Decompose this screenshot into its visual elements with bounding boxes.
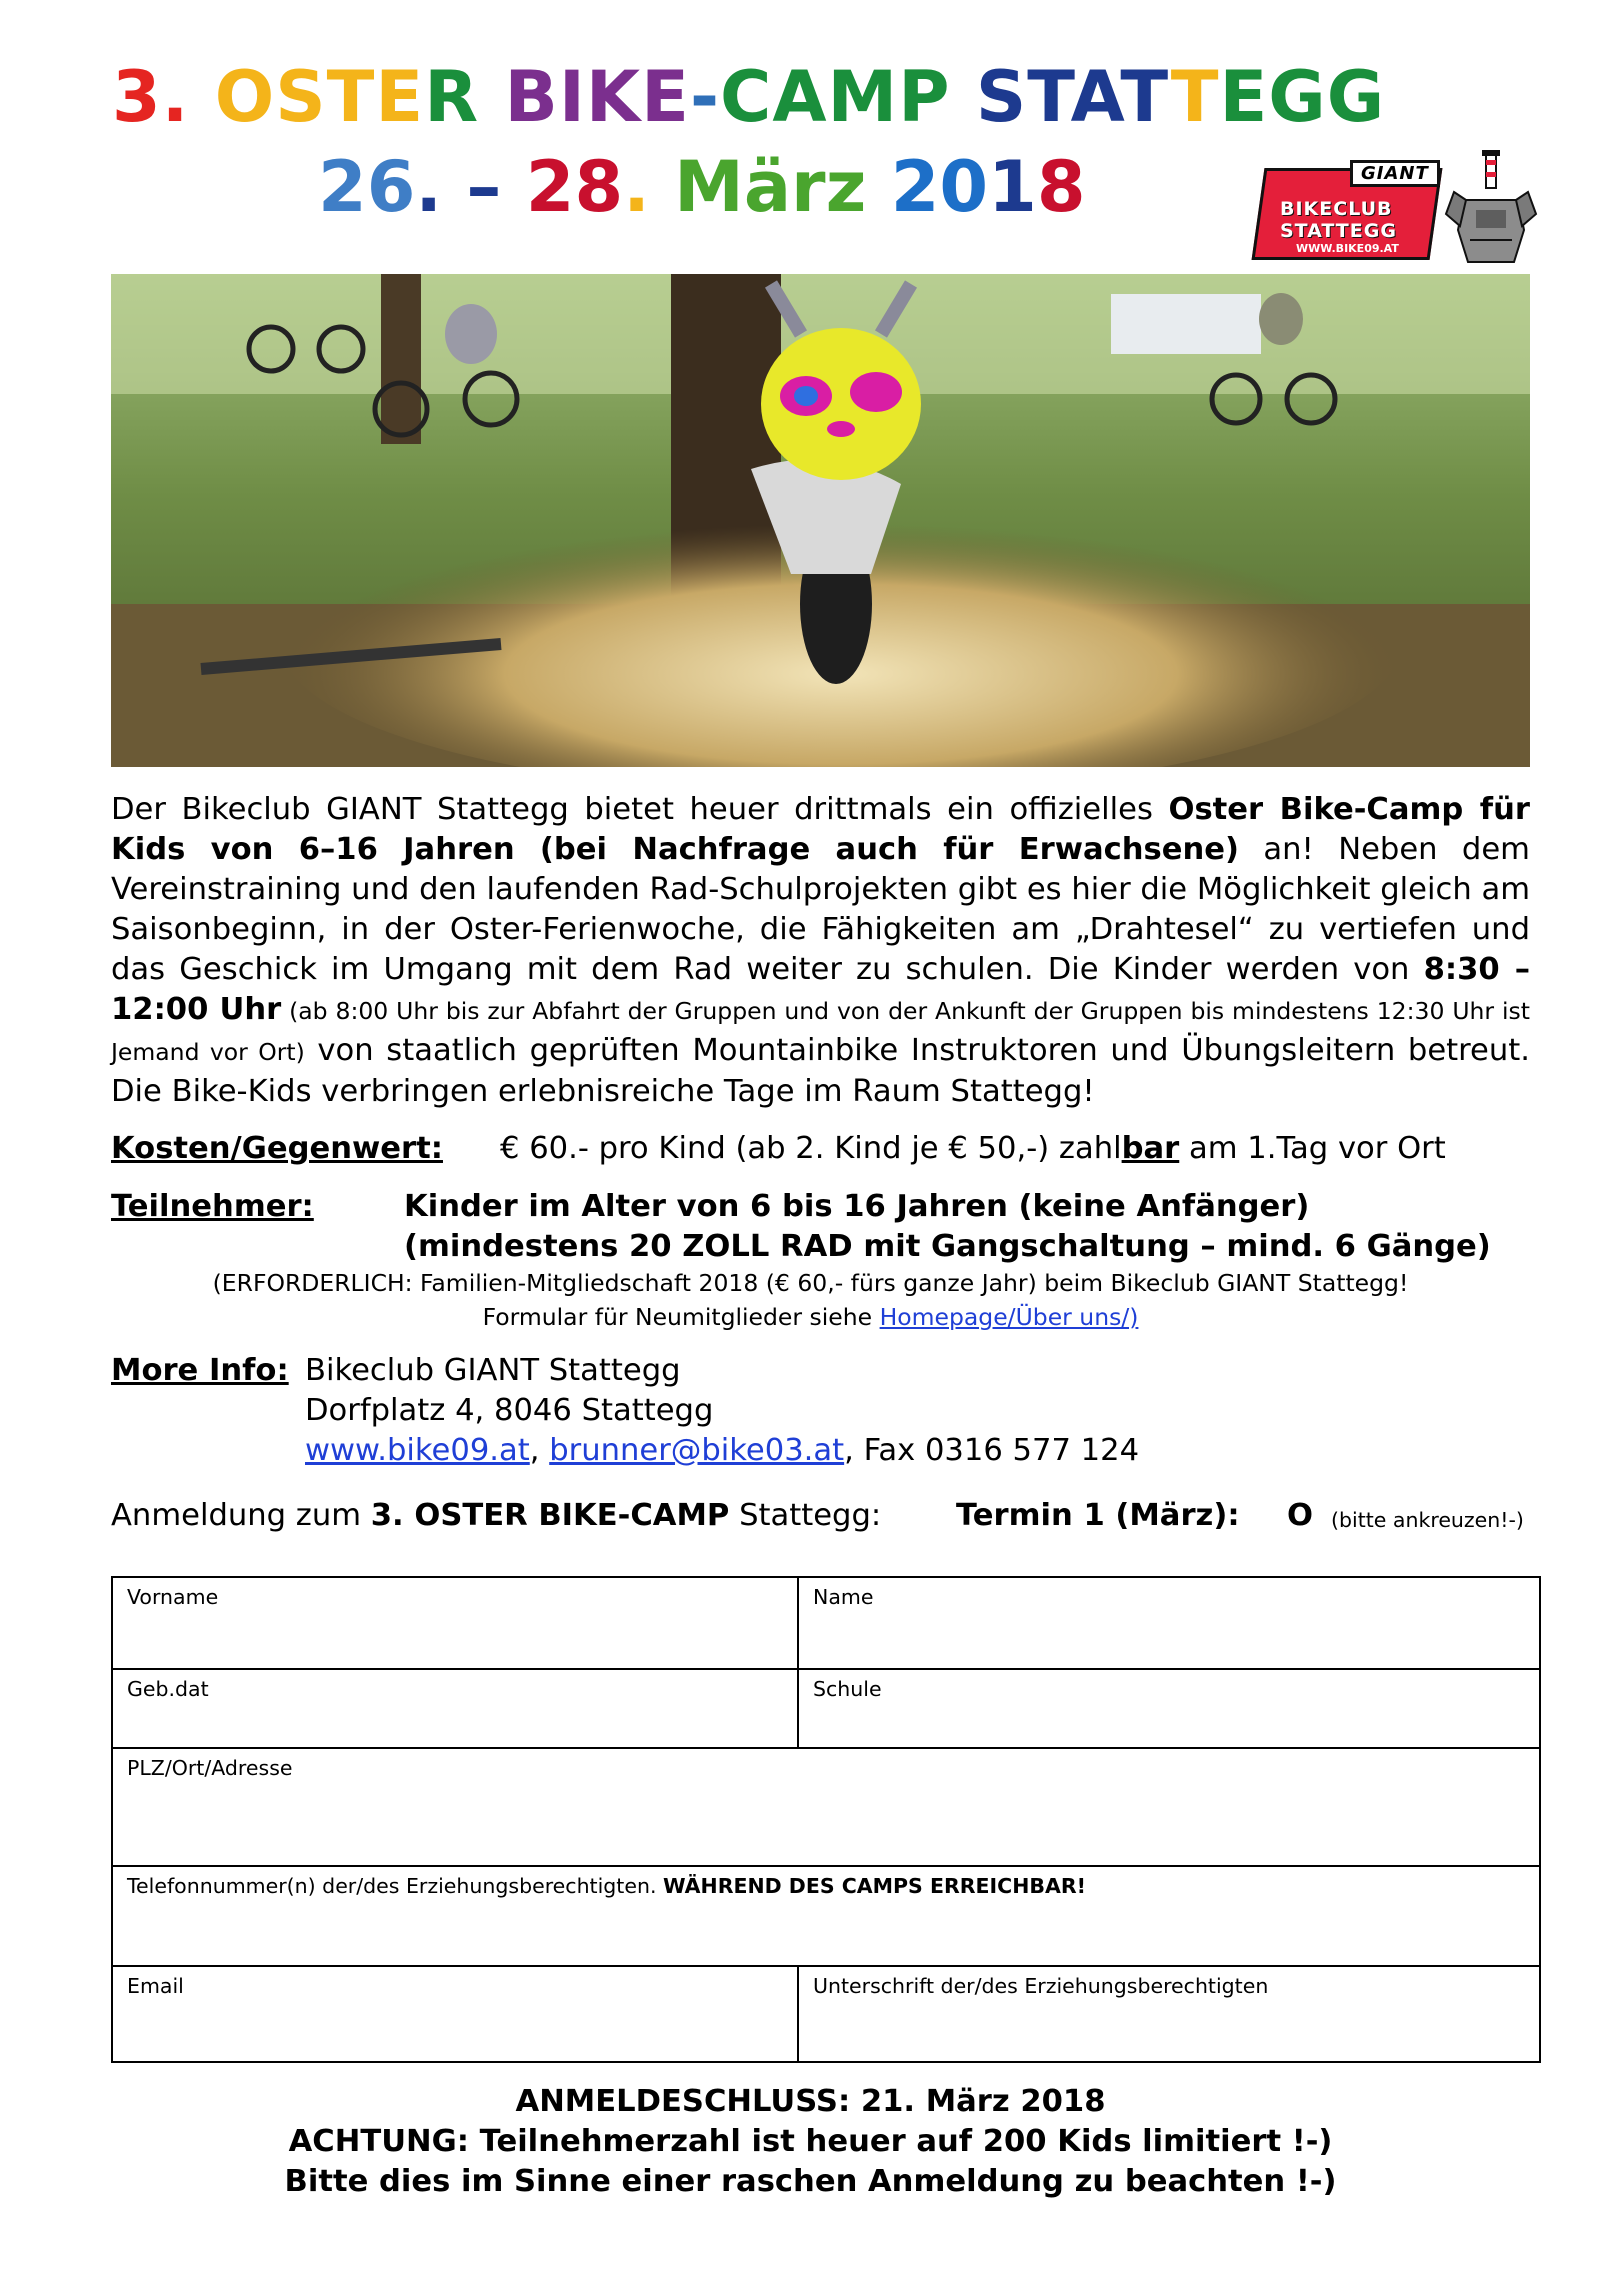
kosten-bar: bar [1121, 1131, 1180, 1166]
gebdat-label: Geb.dat [127, 1677, 209, 1701]
kosten-label: Kosten/Gegenwert: [111, 1131, 443, 1166]
info-club-name: Bikeclub GIANT Stattegg [305, 1353, 681, 1388]
deadline: ANMELDESCHLUSS: 21. März 2018 [515, 2084, 1106, 2119]
event-title [112, 56, 1386, 138]
date-part: 1 [988, 146, 1037, 228]
date-part: 26 [318, 146, 416, 228]
info-sep: , [529, 1433, 550, 1468]
registration-form [111, 1576, 1541, 2063]
homepage-link[interactable]: Homepage/Über uns/) [879, 1303, 1139, 1331]
date-part: . [623, 146, 675, 228]
kosten-row [111, 1130, 443, 1168]
info-address: Dorfplatz 4, 8046 Stattegg [305, 1393, 714, 1428]
teilnehmer-line2: (mindestens 20 ZOLL RAD mit Gangschaltung – mind. 6 Gänge) [404, 1229, 1491, 1264]
title-part: OSTE [214, 56, 425, 138]
telefon-required: WÄHREND DES CAMPS ERREICHBAR! [662, 1874, 1086, 1898]
intro-time: 8:30 – 12:00 Uhr [111, 952, 1530, 1027]
info-contact [305, 1432, 1139, 1470]
title-part: CAMP [720, 56, 976, 138]
mascot-figure-icon [1444, 150, 1538, 268]
title-part: STAT [975, 56, 1171, 138]
info-row [111, 1352, 289, 1390]
date-part: . – [415, 146, 526, 228]
email-label: Email [127, 1974, 184, 1998]
intro-text: von staatlich geprüften Mountainbike Instruktoren und Übungsleitern betreut. Die Bike-Kids verbringen erlebnisreiche Tage im Raum Stattegg! [111, 1033, 1530, 1109]
intro-highlight: Oster Bike-Camp für Kids von 6–16 Jahren (bei Nachfrage auch für Erwachsene) [111, 792, 1530, 867]
intro-text: an! Neben dem Vereinstraining und den laufenden Rad-Schulprojekten gibt es hier die Möglichkeit gleich am Saisonbeginn, in der Oster-Ferienwoche, die Fähigkeiten am „Drahtesel“ zu vertiefen und das Geschick im Umgang mit dem Rad weiter zu schulen. Die Kinder werden von [111, 832, 1530, 987]
termin-hint: (bitte ankreuzen!-) [1331, 1508, 1524, 1532]
kosten-text: am 1.Tag vor Ort [1179, 1131, 1446, 1166]
teilnehmer-row [111, 1188, 314, 1226]
kosten-value [500, 1130, 1446, 1168]
anmeldung-text: Anmeldung zum [111, 1498, 371, 1533]
logo-line2: STATTEGG [1280, 220, 1397, 242]
title-part: BIKE [504, 56, 690, 138]
schule-field[interactable] [799, 1670, 1541, 1747]
intro-text: Der Bikeclub GIANT Stattegg bietet heuer drittmals ein offizielles [111, 792, 1169, 827]
teilnehmer-line1: Kinder im Alter von 6 bis 16 Jahren (keine Anfänger) [404, 1189, 1310, 1224]
limit-warning: ACHTUNG: Teilnehmerzahl ist heuer auf 200 Kids limitiert !-) [288, 2124, 1333, 2159]
teilnehmer-label: Teilnehmer: [111, 1189, 314, 1224]
logo-line1: BIKECLUB [1280, 198, 1393, 220]
vorname-label: Vorname [127, 1585, 219, 1609]
adresse-field[interactable] [113, 1749, 1541, 1865]
email-link[interactable]: brunner@bike03.at [549, 1433, 845, 1468]
bike-camp-photo [111, 274, 1530, 767]
kosten-text: € 60.- pro Kind (ab 2. Kind je € 50,-) zahl [500, 1131, 1122, 1166]
website-link[interactable]: www.bike09.at [305, 1433, 530, 1468]
adresse-label: PLZ/Ort/Adresse [127, 1756, 293, 1780]
telefon-label: Telefonnummer(n) der/des Erziehungsberechtigten. [127, 1874, 663, 1898]
anmeldung-event: 3. OSTER BIKE-CAMP [370, 1498, 730, 1533]
anmeldung-text: Stattegg: [729, 1498, 882, 1533]
date-part: 8 [1036, 146, 1086, 228]
telefon-field[interactable] [113, 1867, 1541, 1965]
title-part: - [689, 56, 720, 138]
anmeldung-line [111, 1497, 881, 1535]
gebdat-field[interactable] [113, 1670, 797, 1747]
termin-label: Termin 1 (März): [956, 1498, 1240, 1533]
form-note-text: Formular für Neumitglieder siehe [482, 1303, 880, 1331]
bikeclub-logo [1258, 150, 1538, 268]
termin-checkbox[interactable]: O [1287, 1498, 1314, 1533]
signature-label: Unterschrift der/des Erziehungsberechtigten [813, 1974, 1269, 1998]
name-label: Name [813, 1585, 874, 1609]
date-part: März [674, 146, 891, 228]
name-field[interactable] [799, 1578, 1541, 1668]
title-part: T [1170, 56, 1220, 138]
register-reminder: Bitte dies im Sinne einer raschen Anmeldung zu beachten !-) [284, 2164, 1337, 2199]
title-part [189, 56, 214, 138]
intro-note: (ab 8:00 Uhr bis zur Abfahrt der Gruppen und von der Ankunft der Gruppen bis mindestens 12:30 Uhr ist Jemand vor Ort) [111, 997, 1530, 1066]
logo-brand: GIANT [1350, 160, 1440, 187]
date-part: 28 [525, 146, 624, 228]
membership-form-note [0, 1302, 1621, 1333]
intro-paragraph [111, 790, 1530, 1112]
event-date [318, 146, 1086, 228]
email-field[interactable] [113, 1967, 797, 2063]
logo-www: WWW.BIKE09.AT [1296, 242, 1399, 255]
title-part: 3. [112, 56, 190, 138]
schule-label: Schule [813, 1677, 882, 1701]
vorname-field[interactable] [113, 1578, 797, 1668]
title-part: R [424, 56, 505, 138]
info-label: More Info: [111, 1353, 289, 1388]
title-part: EGG [1219, 56, 1386, 138]
membership-note: (ERFORDERLICH: Familien-Mitgliedschaft 2018 (€ 60,- fürs ganze Jahr) beim Bikeclub GIANT Stattegg! [212, 1269, 1409, 1297]
date-part: 20 [890, 146, 989, 228]
info-fax: , Fax 0316 577 124 [844, 1433, 1140, 1468]
signature-field[interactable] [799, 1967, 1541, 2063]
